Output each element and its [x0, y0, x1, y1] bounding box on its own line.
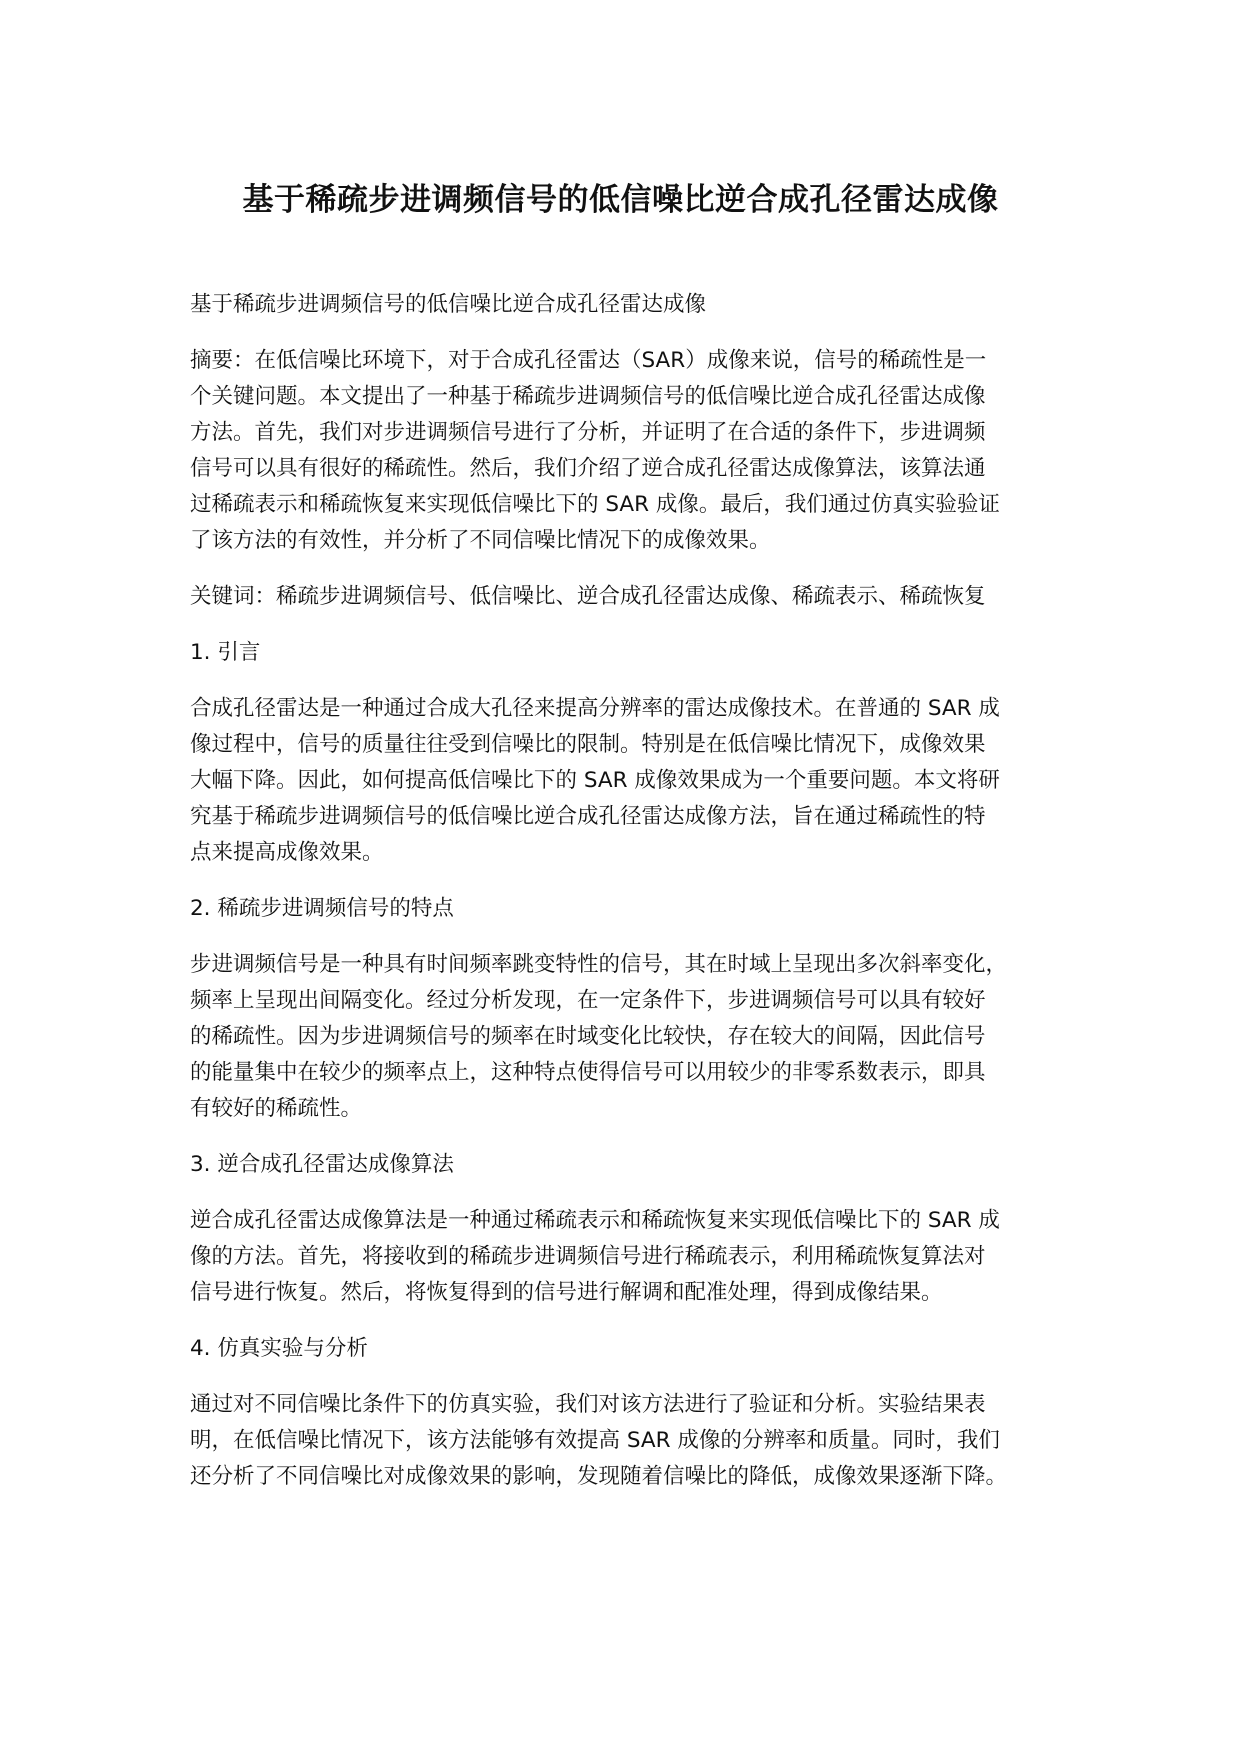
paragraph-line: 通过对不同信噪比条件下的仿真实验，我们对该方法进行了验证和分析。实验结果表 — [190, 1392, 986, 1417]
section-paragraph — [190, 691, 1070, 871]
paragraph-line: 信号进行恢复。然后，将恢复得到的信号进行解调和配准处理，得到成像结果。 — [190, 1280, 943, 1305]
subtitle-paragraph — [190, 287, 1070, 323]
paragraph-line: 逆合成孔径雷达成像算法是一种通过稀疏表示和稀疏恢复来实现低信噪比下的 SAR 成 — [190, 1208, 1000, 1233]
paragraph-line: 步进调频信号是一种具有时间频率跳变特性的信号，其在时域上呈现出多次斜率变化， — [190, 952, 1008, 977]
paragraph-line: 究基于稀疏步进调频信号的低信噪比逆合成孔径雷达成像方法，旨在通过稀疏性的特 — [190, 804, 986, 829]
section-heading-text: 4. 仿真实验与分析 — [190, 1336, 368, 1361]
paragraph-line: 大幅下降。因此，如何提高低信噪比下的 SAR 成像效果成为一个重要问题。本文将研 — [190, 768, 1000, 793]
section-heading — [190, 635, 1070, 671]
keywords-line: 关键词：稀疏步进调频信号、低信噪比、逆合成孔径雷达成像、稀疏表示、稀疏恢复 — [190, 584, 986, 609]
section-heading-text: 2. 稀疏步进调频信号的特点 — [190, 896, 454, 921]
section-paragraph — [190, 947, 1070, 1127]
abstract-line: 信号可以具有很好的稀疏性。然后，我们介绍了逆合成孔径雷达成像算法，该算法通 — [190, 456, 986, 481]
paragraph-line: 的能量集中在较少的频率点上，这种特点使得信号可以用较少的非零系数表示，即具 — [190, 1060, 986, 1085]
document-title: 基于稀疏步进调频信号的低信噪比逆合成孔径雷达成像 — [242, 182, 999, 218]
paragraph-line: 频率上呈现出间隔变化。经过分析发现，在一定条件下，步进调频信号可以具有较好 — [190, 988, 986, 1013]
abstract-line: 摘要：在低信噪比环境下，对于合成孔径雷达（SAR）成像来说，信号的稀疏性是一 — [190, 348, 987, 373]
paragraph-line: 像过程中，信号的质量往往受到信噪比的限制。特别是在低信噪比情况下，成像效果 — [190, 732, 986, 757]
paragraph-line: 有较好的稀疏性。 — [190, 1096, 363, 1121]
section-paragraph — [190, 1203, 1070, 1311]
paragraph-line: 的稀疏性。因为步进调频信号的频率在时域变化比较快，存在较大的间隔，因此信号 — [190, 1024, 986, 1049]
section-heading-text: 1. 引言 — [190, 640, 261, 665]
subtitle-line: 基于稀疏步进调频信号的低信噪比逆合成孔径雷达成像 — [190, 292, 707, 317]
section-heading — [190, 891, 1070, 927]
abstract-line: 方法。首先，我们对步进调频信号进行了分析，并证明了在合适的条件下，步进调频 — [190, 420, 986, 445]
section-heading — [190, 1331, 1070, 1367]
paragraph-line: 像的方法。首先，将接收到的稀疏步进调频信号进行稀疏表示，利用稀疏恢复算法对 — [190, 1244, 986, 1269]
abstract-paragraph — [190, 343, 1070, 559]
section-heading — [190, 1147, 1070, 1183]
section-paragraph — [190, 1387, 1070, 1495]
document-body — [190, 287, 1070, 1515]
abstract-line: 个关键问题。本文提出了一种基于稀疏步进调频信号的低信噪比逆合成孔径雷达成像 — [190, 384, 986, 409]
keywords-paragraph — [190, 579, 1070, 615]
abstract-line: 过稀疏表示和稀疏恢复来实现低信噪比下的 SAR 成像。最后，我们通过仿真实验验证 — [190, 492, 1000, 517]
paragraph-line: 合成孔径雷达是一种通过合成大孔径来提高分辨率的雷达成像技术。在普通的 SAR 成 — [190, 696, 1000, 721]
paragraph-line: 还分析了不同信噪比对成像效果的影响，发现随着信噪比的降低，成像效果逐渐下降。 — [190, 1464, 1008, 1489]
paragraph-line: 点来提高成像效果。 — [190, 840, 384, 865]
abstract-line: 了该方法的有效性，并分析了不同信噪比情况下的成像效果。 — [190, 528, 771, 553]
paragraph-line: 明，在低信噪比情况下，该方法能够有效提高 SAR 成像的分辨率和质量。同时，我们 — [190, 1428, 1000, 1453]
section-heading-text: 3. 逆合成孔径雷达成像算法 — [190, 1152, 454, 1177]
